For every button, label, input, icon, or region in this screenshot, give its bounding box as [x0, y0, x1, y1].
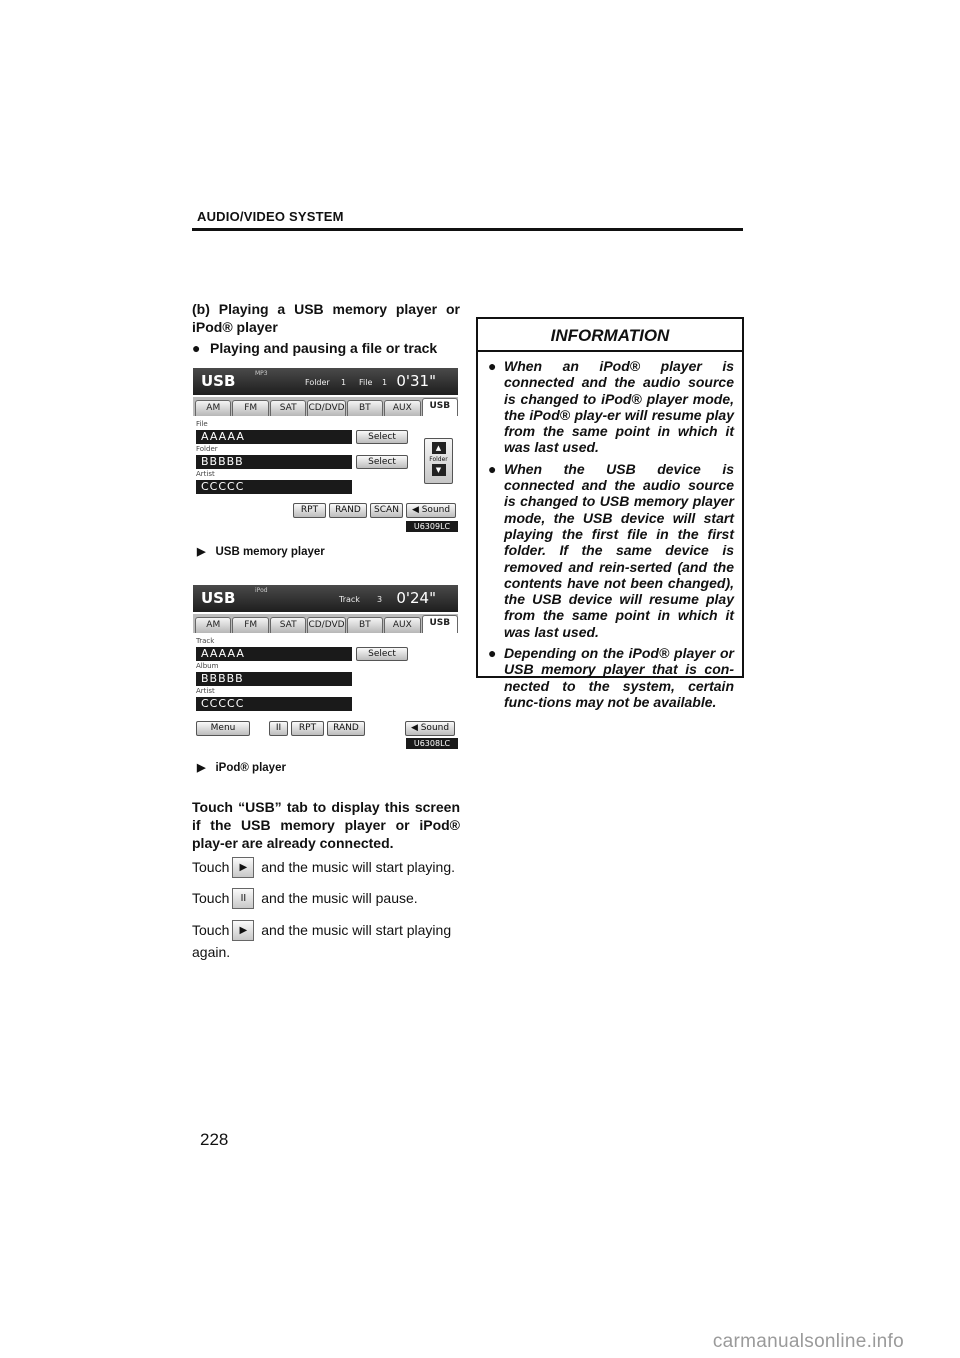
folder-number: 1: [341, 378, 347, 387]
tab-cd-dvd[interactable]: CD/DVD: [307, 617, 345, 633]
random-button[interactable]: RAND: [327, 721, 365, 736]
bullet-heading-text: Playing and pausing a file or track: [210, 340, 438, 356]
artist-field-label: Artist: [196, 470, 215, 478]
sound-button[interactable]: ◀ Sound: [406, 503, 456, 518]
track-field-label: Track: [196, 637, 215, 645]
caption-arrow-icon: ▶: [197, 762, 206, 774]
information-items: [478, 352, 742, 710]
figure-id: U6308LC: [406, 738, 458, 749]
tab-usb[interactable]: USB: [422, 398, 458, 416]
album-field-label: Album: [196, 662, 219, 670]
menu-button[interactable]: Menu: [196, 721, 250, 736]
instruction-pause: [192, 888, 462, 910]
folder-label: Folder: [305, 378, 330, 387]
elapsed-time: 0'31": [396, 372, 436, 390]
track-field-value: AAAAA: [196, 647, 352, 661]
track-select-button[interactable]: Select: [356, 647, 408, 661]
information-item: [488, 645, 734, 710]
file-field-label: File: [196, 420, 208, 428]
information-item-text: When an iPod® player is connected and the audio source is changed to iPod® player mode, the iPod® play-er will resume play from the same point in which it was last used.: [504, 358, 734, 456]
artist-field-label: Artist: [196, 687, 215, 695]
playback-buttons: [269, 721, 365, 736]
running-header: AUDIO/VIDEO SYSTEM: [197, 209, 344, 224]
information-box: [476, 317, 744, 710]
folder-control-label: Folder: [429, 456, 448, 463]
pause-key-icon: II: [232, 888, 254, 909]
instruction-text: and the music will pause.: [261, 890, 418, 906]
file-field-value: AAAAA: [196, 430, 352, 444]
folder-field-value: BBBBB: [196, 455, 352, 469]
source-label: USB: [201, 372, 236, 390]
tab-fm[interactable]: FM: [232, 400, 268, 416]
format-tag: MP3: [255, 370, 268, 377]
ipod-screen: [193, 585, 458, 749]
instruction-text: and the music will start playing.: [261, 859, 456, 875]
repeat-button[interactable]: RPT: [293, 503, 326, 518]
folder-down-icon[interactable]: ▼: [432, 464, 446, 476]
header-rule: [192, 228, 743, 231]
artist-field-value: CCCCC: [196, 697, 352, 711]
repeat-button[interactable]: RPT: [291, 721, 324, 736]
tab-bt[interactable]: BT: [347, 400, 383, 416]
bullet-icon: ●: [488, 358, 497, 374]
field-list: [193, 420, 458, 495]
ipod-screen-caption: [197, 761, 286, 774]
caption-arrow-icon: ▶: [197, 546, 206, 558]
information-item: [488, 358, 734, 456]
page-number: 228: [200, 1130, 229, 1149]
left-column: [192, 300, 460, 357]
bullet-heading: [192, 339, 460, 357]
tab-sat[interactable]: SAT: [270, 400, 306, 416]
intro-paragraph: Touch “USB” tab to display this screen if the USB memory player or iPod® play-er are already connected.: [192, 799, 460, 851]
field-list: [193, 637, 458, 712]
tab-sat[interactable]: SAT: [270, 617, 306, 633]
file-select-button[interactable]: Select: [356, 430, 408, 444]
source-label: USB: [201, 589, 236, 607]
tab-fm[interactable]: FM: [232, 617, 268, 633]
file-number: 1: [382, 378, 388, 387]
source-tabs: [193, 397, 458, 416]
usb-memory-screen: [193, 368, 458, 532]
scan-button[interactable]: SCAN: [370, 503, 403, 518]
information-title: INFORMATION: [478, 319, 742, 352]
tab-aux[interactable]: AUX: [384, 400, 420, 416]
tab-aux[interactable]: AUX: [384, 617, 420, 633]
sound-button[interactable]: ◀ Sound: [405, 721, 455, 736]
elapsed-time: 0'24": [396, 589, 436, 607]
section-heading: (b) Playing a USB memory player or iPod® player: [192, 301, 460, 335]
album-field-value: BBBBB: [196, 672, 352, 686]
track-label: Track: [339, 595, 360, 604]
format-tag: iPod: [255, 587, 268, 594]
instruction-prefix: Touch: [192, 890, 230, 906]
information-item-text: When the USB device is connected and the audio source is changed to USB memory player mode, the USB device will start playing the first file in the first folder. If the same device is removed and rein-serted (and the contents have not been changed), the USB device will resume play from the same point in which it was last used.: [504, 460, 734, 640]
folder-up-down-control[interactable]: [424, 438, 453, 484]
caption-text: USB memory player: [215, 545, 325, 558]
site-watermark: carmanualsonline.info: [712, 1331, 904, 1352]
instruction-text: and the music will start playing again.: [192, 922, 452, 960]
information-item: [488, 461, 734, 640]
caption-text: iPod® player: [215, 761, 286, 774]
folder-select-button[interactable]: Select: [356, 455, 408, 469]
bullet-icon: ●: [488, 645, 497, 662]
instruction-prefix: Touch: [192, 859, 230, 875]
tab-am[interactable]: AM: [195, 617, 231, 633]
figure-id: U6309LC: [406, 521, 458, 532]
playback-buttons: [293, 503, 456, 518]
artist-field-value: CCCCC: [196, 480, 352, 494]
folder-up-icon[interactable]: ▲: [432, 442, 446, 454]
usb-screen-caption: [197, 545, 325, 558]
status-bar: [193, 368, 458, 395]
random-button[interactable]: RAND: [329, 503, 367, 518]
tab-cd-dvd[interactable]: CD/DVD: [307, 400, 345, 416]
tab-usb[interactable]: USB: [422, 615, 458, 633]
file-label: File: [359, 378, 373, 387]
status-bar: [193, 585, 458, 612]
play-key-icon: ▶: [232, 920, 254, 941]
information-item-text: Depending on the iPod® player or USB memory player that is con-nected to the system, certain func-tions may not be available.: [504, 645, 734, 710]
source-tabs: [193, 614, 458, 633]
instruction-resume: [192, 920, 462, 962]
instruction-play: [192, 857, 462, 879]
pause-button[interactable]: II: [269, 721, 288, 736]
bullet-icon: ●: [192, 340, 201, 356]
tab-am[interactable]: AM: [195, 400, 231, 416]
bullet-icon: ●: [488, 460, 497, 477]
instruction-prefix: Touch: [192, 922, 230, 938]
play-key-icon: ▶: [232, 857, 254, 878]
tab-bt[interactable]: BT: [347, 617, 383, 633]
folder-field-label: Folder: [196, 445, 218, 453]
track-number: 3: [377, 595, 383, 604]
